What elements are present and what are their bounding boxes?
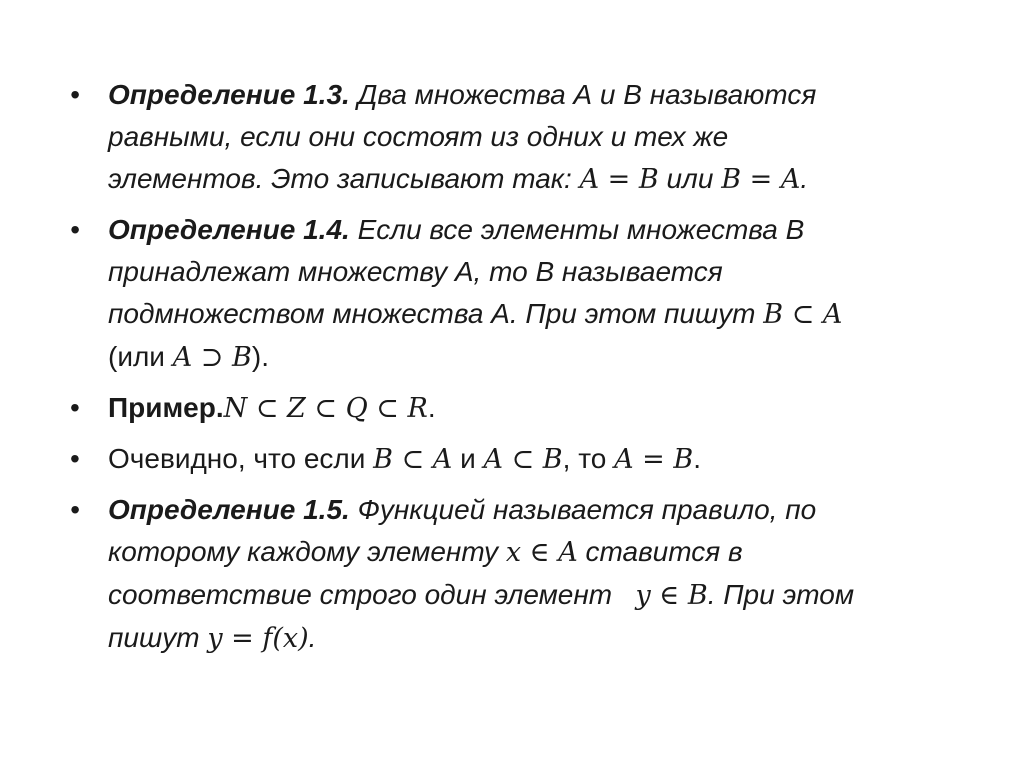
math-expression: B = A xyxy=(721,164,801,195)
math-expression: y = f(x) xyxy=(207,623,309,654)
definition-title: Определение 1.4. xyxy=(108,214,350,245)
bullet-icon: • xyxy=(70,494,80,525)
list-item-definition-1-5 xyxy=(70,489,970,660)
definition-text: равными, если они состоят из одних и тех же xyxy=(108,121,729,152)
punctuation: . xyxy=(427,392,436,423)
example-title: Пример. xyxy=(108,392,224,423)
body-text: Очевидно, что если xyxy=(108,443,374,474)
list-item-definition-1-4 xyxy=(70,209,970,379)
definition-text: . При этом xyxy=(707,579,855,610)
math-expression: A ⊃ B xyxy=(172,342,252,373)
bullet-icon: • xyxy=(70,79,80,110)
list-item-example xyxy=(70,387,970,430)
punctuation: ). xyxy=(251,341,269,372)
definition-text: Функцией называется правило, по xyxy=(357,494,817,525)
body-text: , то xyxy=(562,443,615,474)
definition-text: которому каждому элементу xyxy=(108,536,506,567)
definition-text: пишут xyxy=(108,622,208,653)
punctuation: . xyxy=(308,622,317,653)
list-item-obvious xyxy=(70,438,970,481)
definition-text: принадлежат множеству А, то В называется xyxy=(108,256,723,287)
math-expression: B ⊂ A xyxy=(763,299,843,330)
list-item-definition-1-3 xyxy=(70,74,970,201)
math-expression: A = B xyxy=(614,444,694,475)
math-expression: x ∈ A xyxy=(505,537,578,568)
definition-text: подмножеством множества А. При этом пишут xyxy=(108,298,764,329)
definition-text: ставится в xyxy=(577,536,743,567)
bullet-icon: • xyxy=(70,214,80,245)
definition-text: Если все элементы множества В xyxy=(357,214,805,245)
definition-title: Определение 1.3. xyxy=(108,79,350,110)
definition-text: Два множества А и В называются xyxy=(357,79,817,110)
body-text: и xyxy=(452,443,484,474)
bullet-icon: • xyxy=(70,392,80,423)
bullet-list xyxy=(70,74,970,668)
punctuation: . xyxy=(800,163,809,194)
math-expression: y ∈ B xyxy=(635,580,708,611)
definition-text: соответствие строго один элемент xyxy=(108,579,636,610)
math-expression: N ⊂ Z ⊂ Q ⊂ R xyxy=(223,393,428,424)
math-expression: B ⊂ A xyxy=(373,444,453,475)
math-expression: A = B xyxy=(579,164,659,195)
punctuation: . xyxy=(693,443,701,474)
definition-title: Определение 1.5. xyxy=(108,494,350,525)
definition-text: элементов. Это записывают так: xyxy=(108,163,580,194)
definition-text: (или xyxy=(108,341,173,372)
definition-text: или xyxy=(658,163,722,194)
math-expression: A ⊂ B xyxy=(483,444,563,475)
bullet-icon: • xyxy=(70,443,80,474)
